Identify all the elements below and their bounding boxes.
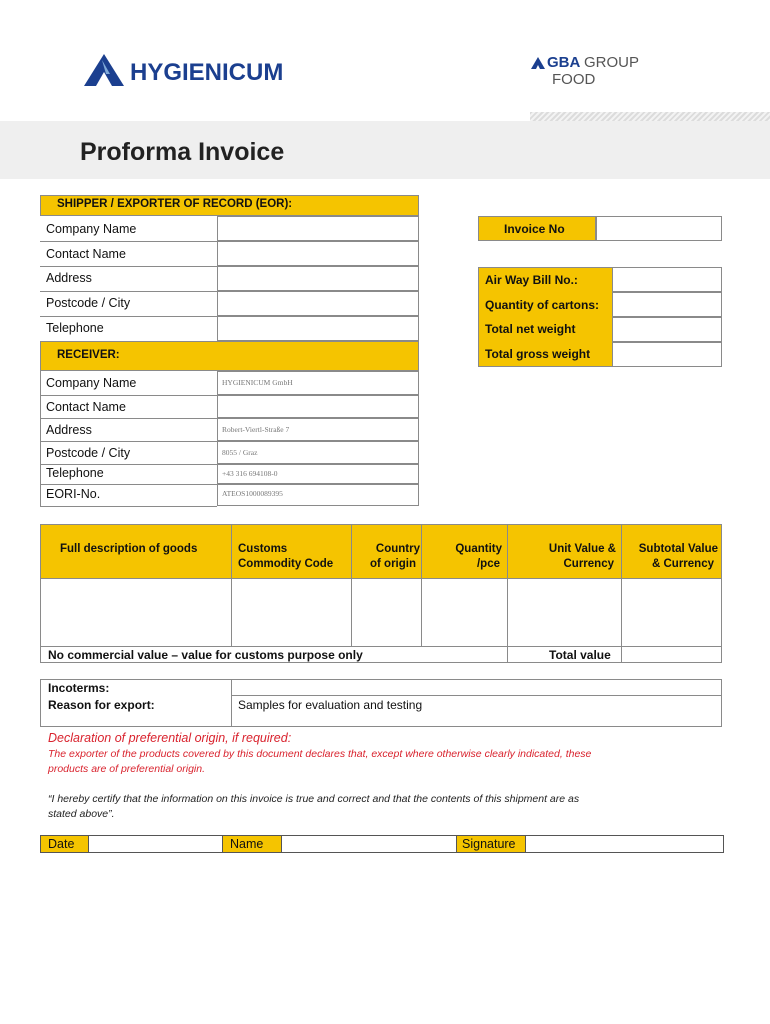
hygienicum-wordmark: HYGIENICUM	[130, 59, 284, 86]
reason-value[interactable]: Samples for evaluation and testing	[238, 698, 423, 712]
receiver-heading: RECEIVER:	[57, 349, 120, 361]
receiver-contact-label: Contact Name	[46, 400, 126, 414]
shipper-divider-2	[40, 266, 217, 267]
goods-quantity-cell[interactable]	[422, 580, 507, 646]
shipper-address-label: Address	[46, 271, 92, 285]
incoterms-field[interactable]	[232, 680, 721, 695]
title-band-stripe	[530, 112, 770, 121]
receiver-eori-label: EORI-No.	[46, 487, 101, 501]
certify-line-2: stated above”.	[48, 808, 115, 820]
shipper-address-field[interactable]	[217, 266, 419, 291]
receiver-contact-field[interactable]	[217, 395, 419, 418]
date-field[interactable]	[89, 836, 222, 852]
receiver-address-field[interactable]	[217, 418, 419, 441]
shipper-telephone-label: Telephone	[46, 321, 104, 335]
col-country-header-1: Country	[375, 543, 420, 555]
goods-unit-value-cell[interactable]	[508, 580, 621, 646]
receiver-address-label: Address	[46, 423, 92, 437]
col-country-header-2: of origin	[370, 558, 416, 570]
shipper-divider-4	[40, 316, 217, 317]
shipper-postcode-field[interactable]	[217, 291, 419, 316]
col-quantity-header-1: Quantity	[455, 543, 502, 555]
shipper-contact-field[interactable]	[217, 241, 419, 266]
gba-triangle-icon	[530, 56, 546, 70]
net-weight-label: Total net weight	[485, 322, 576, 336]
signature-label: Signature	[462, 837, 516, 851]
gross-weight-field[interactable]	[612, 342, 722, 367]
col-description-header: Full description of goods	[60, 543, 198, 555]
reason-label: Reason for export:	[48, 698, 155, 712]
shipper-company-label: Company Name	[46, 222, 137, 236]
net-weight-field[interactable]	[612, 317, 722, 342]
cartons-label: Quantity of cartons:	[485, 298, 600, 312]
receiver-divider-5	[40, 484, 217, 485]
col-unit-header-2: Currency	[563, 558, 614, 570]
hygienicum-mountain-icon	[82, 52, 126, 90]
receiver-postcode-value: 8055 / Graz	[222, 448, 258, 457]
receiver-eori-value: ATEOS1000089395	[222, 489, 283, 498]
declaration-heading: Declaration of preferential origin, if required:	[48, 731, 292, 745]
no-commercial-value-note: No commercial value – value for customs purpose only	[48, 648, 363, 662]
receiver-company-label: Company Name	[46, 376, 137, 390]
receiver-postcode-field[interactable]	[217, 441, 419, 464]
gba-group-logo	[530, 54, 650, 90]
receiver-company-field[interactable]	[217, 371, 419, 395]
certify-line-1: “I hereby certify that the information on this invoice is true and correct and that the contents of this shipment are as	[48, 793, 580, 805]
goods-country-cell[interactable]	[352, 580, 421, 646]
shipper-company-field[interactable]	[217, 216, 419, 241]
shipper-divider-1	[40, 241, 217, 242]
total-value-field[interactable]	[622, 647, 721, 662]
receiver-eori-field[interactable]	[217, 484, 419, 506]
shipper-postcode-label: Postcode / City	[46, 296, 131, 310]
goods-subtotal-cell[interactable]	[622, 580, 721, 646]
col-unit-header-1: Unit Value &	[548, 543, 616, 555]
receiver-company-value: HYGIENICUM GmbH	[222, 378, 293, 387]
terms-row-sep	[231, 695, 722, 696]
receiver-divider-4	[40, 464, 217, 465]
receiver-telephone-value: +43 316 694108-0	[222, 469, 278, 478]
receiver-left-border	[40, 371, 41, 507]
declaration-line-1: The exporter of the products covered by this document declares that, except where otherwise clearly indicated, these	[48, 748, 592, 760]
signature-field[interactable]	[526, 836, 723, 852]
page-title: Proforma Invoice	[80, 138, 285, 166]
receiver-address-value: Robert-Viertl-Straße 7	[222, 425, 290, 434]
receiver-postcode-label: Postcode / City	[46, 446, 131, 460]
gross-weight-label: Total gross weight	[485, 347, 591, 361]
gba-group-text: GROUP	[584, 54, 640, 71]
receiver-divider-1	[40, 395, 217, 396]
receiver-telephone-field[interactable]	[217, 464, 419, 484]
receiver-divider-2	[40, 418, 217, 419]
shipper-divider-3	[40, 291, 217, 292]
name-label: Name	[230, 837, 264, 851]
invoice-no-label: Invoice No	[504, 222, 565, 236]
cartons-field[interactable]	[612, 292, 722, 317]
shipper-contact-label: Contact Name	[46, 247, 126, 261]
col-subtotal-header-1: Subtotal Value	[638, 543, 718, 555]
goods-description-cell[interactable]	[41, 580, 231, 646]
hygienicum-logo	[82, 50, 294, 90]
date-label: Date	[48, 837, 75, 851]
awb-field[interactable]	[612, 267, 722, 292]
receiver-telephone-label: Telephone	[46, 466, 104, 480]
shipper-heading: SHIPPER / EXPORTER OF RECORD (EOR):	[57, 198, 293, 210]
receiver-divider-3	[40, 441, 217, 442]
incoterms-label: Incoterms:	[48, 681, 110, 695]
name-field[interactable]	[282, 836, 456, 852]
col-quantity-header-2: /pce	[476, 558, 500, 570]
goods-customs-cell[interactable]	[232, 580, 351, 646]
declaration-line-2: products are of preferential origin.	[48, 763, 206, 775]
receiver-divider-6	[40, 506, 217, 507]
awb-label: Air Way Bill No.:	[485, 273, 578, 287]
col-customs-header-2: Commodity Code	[238, 558, 334, 570]
gba-food-text: FOOD	[552, 71, 596, 88]
shipper-telephone-field[interactable]	[217, 316, 419, 341]
col-subtotal-header-2: & Currency	[652, 558, 714, 570]
col-customs-header-1: Customs	[238, 543, 288, 555]
total-value-label: Total value	[549, 648, 611, 662]
goods-row-sep	[40, 646, 722, 647]
invoice-no-field[interactable]	[596, 216, 722, 241]
gba-bold-text: GBA	[547, 54, 581, 71]
